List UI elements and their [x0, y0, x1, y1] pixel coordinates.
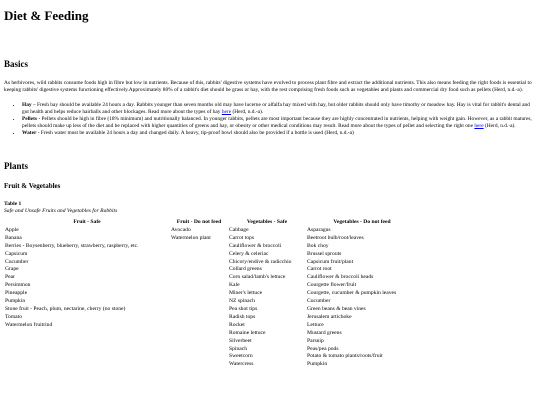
table-row: [4, 282, 418, 290]
fruit-veg-subheading: Fruit & Vegetables: [4, 182, 61, 190]
table-cell: Tomato: [5, 313, 23, 320]
table-cell: Watermelon plant: [171, 234, 211, 241]
table-row: [4, 314, 418, 322]
table-cell: Beetroot bulb/root/leaves: [307, 234, 364, 241]
basics-intro: As herbivores, wild rabbits consume foods high in fibre but low in nutrients. Because of this, rabbits' digestive systems have evolved to process plant fibre and extract the additional nutrients. This also means feeding the right foods is essential to keeping rabbits' digestive systems functioning effectively.Approximately 80% of a rabbit's diet should be grass or hay, with the rest comprising fresh foods such as vegetables and plants and commercial dry food such as pellets (Herd, n.d.-a).: [4, 80, 532, 93]
table-cell: Romaine lettuce: [229, 329, 266, 336]
table-cell: Stone fruit - Peach, plum, nectarine, cherry (no stone): [5, 305, 126, 312]
table-row: [4, 338, 418, 346]
bullet-text: - Pellets should be high in fibre (18% minimum) and nutritionally balanced. In younger rabbits, pellets are most important because they are highly concentrated in nutrients, helping with weight gain. However, as a rabbit matures, pellets should make up less of the diet and be replaced with higher quantities of greens and hay, or obesity or other medical conditions may result. Read more about the types of pellet and selecting the right one: [22, 116, 532, 129]
table-cell: [4, 353, 170, 361]
table-cell: Carrot root: [307, 266, 332, 273]
table-row: [4, 243, 418, 251]
table-cell: Cucumber: [307, 298, 331, 305]
table-cell: [170, 274, 228, 282]
table-cell: [170, 259, 228, 267]
table-cell: [4, 346, 170, 354]
table-cell: [170, 361, 228, 369]
table-cell: Cabbage: [229, 226, 249, 233]
table-cell: Carrot tops: [229, 234, 255, 241]
table-row: [4, 306, 418, 314]
table-cell: Pear: [5, 274, 15, 281]
table-cell: Pineapple: [5, 290, 28, 297]
table-cell: Cauliflower & broccoli: [229, 242, 282, 249]
table-cell: Berries - Boysenberry, blueberry, strawberry, raspberry, etc.: [5, 242, 139, 249]
table-cell: Watercress: [229, 361, 254, 368]
pellets-here-link[interactable]: here: [474, 123, 484, 129]
table-row: [4, 235, 418, 243]
table-cell: Brussel sprouts: [307, 250, 342, 257]
bullet-citation: (Herd, n.d.-a).: [231, 109, 264, 115]
table-cell: Parsnip: [307, 337, 324, 344]
table-row: [4, 227, 418, 235]
table-cell: Grape: [5, 266, 19, 273]
table-row: [4, 353, 418, 361]
table-cell: [170, 353, 228, 361]
table-cell: Courgette flower/fruit: [307, 282, 357, 289]
table-cell: Persimmon: [5, 282, 31, 289]
table-cell: [170, 338, 228, 346]
table-row: [4, 322, 418, 330]
table-cell: Silverbeet: [229, 337, 252, 344]
table-cell: Lettuce: [307, 321, 324, 328]
table-row: [4, 290, 418, 298]
table-cell: Apple: [5, 226, 19, 233]
plants-heading: Plants: [4, 161, 29, 171]
table-cell: Courgette, cucumber & pumpkin leaves: [307, 290, 397, 297]
table-cell: [170, 298, 228, 306]
bullet-citation: (Herd, n.d.-a).: [483, 123, 516, 129]
table-cell: Celery & celeriac: [229, 250, 269, 257]
table-row: [4, 259, 418, 267]
column-header: Fruit - Safe: [73, 219, 101, 225]
table-cell: Pea shot tips: [229, 305, 258, 312]
table-cell: Cauliflower & broccoli heads: [307, 274, 374, 281]
table-body: [4, 227, 418, 369]
table-cell: [170, 330, 228, 338]
table-cell: [170, 290, 228, 298]
table-cell: [170, 266, 228, 274]
table-cell: [170, 282, 228, 290]
table-cell: Sweetcorn: [229, 353, 253, 360]
bullet-term: Water: [22, 130, 37, 136]
table-cell: [170, 243, 228, 251]
table-cell: Asparagus: [307, 226, 331, 233]
table-cell: [170, 314, 228, 322]
table-cell: [4, 338, 170, 346]
table-cell: Banana: [5, 234, 22, 241]
list-item-water: [22, 130, 536, 137]
table-cell: Watermelon fruitrind: [5, 321, 53, 328]
table-cell: [4, 361, 170, 369]
table-cell: Rocket: [229, 321, 245, 328]
bullet-term: Pellets: [22, 116, 37, 122]
table-cell: [170, 251, 228, 259]
table-cell: Capsicum fruit/plant: [307, 258, 354, 265]
table-cell: Bok choy: [307, 242, 329, 249]
table-cell: Corn salad/lamb's lettuce: [229, 274, 286, 281]
food-table: [4, 219, 418, 369]
list-item-pellets: [22, 116, 536, 130]
table-cell: Pumpkin: [307, 361, 328, 368]
table-cell: NZ spinach: [229, 298, 255, 305]
table-cell: Kale: [229, 282, 240, 289]
hay-here-link[interactable]: here: [221, 109, 232, 115]
table-cell: [170, 346, 228, 354]
table-cell: Chicory/endive & radicchio: [229, 258, 292, 265]
column-header: Vegetables - Safe: [246, 219, 288, 225]
basics-list: [4, 102, 536, 137]
table-cell: Avocado: [171, 226, 191, 233]
list-item-hay: [22, 102, 536, 116]
table-row: [4, 298, 418, 306]
table-cell: [170, 322, 228, 330]
table-cell: Mustard greens: [307, 329, 342, 336]
table-cell: Cucumber: [5, 258, 29, 265]
table-cell: Peas/pea pods: [307, 345, 339, 352]
table-cell: [170, 306, 228, 314]
table-cell: Miner's lettuce: [229, 290, 263, 297]
table-cell: [4, 330, 170, 338]
bullet-text: – Fresh hay should be available 24 hours a day. Rabbits younger than seven months old may have lucerne or alfalfa hay mixed with hay, but older rabbits should only have timothy or meadow hay. Hay is vital for rabbit's dental and gut health and helps reduce hairballs and other blockages. Read more about the types of hay: [22, 102, 530, 115]
table-cell: Radish tops: [229, 313, 256, 320]
table-cell: Collard greens: [229, 266, 262, 273]
table-row: [4, 330, 418, 338]
table-label: Table 1: [4, 201, 22, 207]
column-header: Fruit - Do not feed: [176, 219, 222, 225]
bullet-term: Hay: [22, 102, 32, 108]
table-cell: Potato & tomato plants/roots/fruit: [307, 353, 383, 360]
table-cell: Green beans & bean vines: [307, 305, 366, 312]
table-row: [4, 251, 418, 259]
table-cell: Capsicum: [5, 250, 28, 257]
table-cell: Spinach: [229, 345, 248, 352]
column-header: Vegetables - Do not feed: [333, 219, 391, 225]
basics-heading: Basics: [4, 59, 29, 69]
table-row: [4, 361, 418, 369]
table-header-row: [4, 219, 418, 227]
table-cell: Pumpkin: [5, 298, 26, 305]
table-caption: Safe and Unsafe Fruits and Vegetables for Rabbits: [4, 208, 118, 214]
table-cell: Jerusalem artichoke: [307, 313, 352, 320]
bullet-text: - Fresh water must be available 24 hours a day and changed daily. A heavy, tip-proof bowl should also be provided if a bottle is used (Herd, n.d.-a): [36, 130, 354, 136]
page-title: Diet & Feeding: [4, 8, 89, 23]
